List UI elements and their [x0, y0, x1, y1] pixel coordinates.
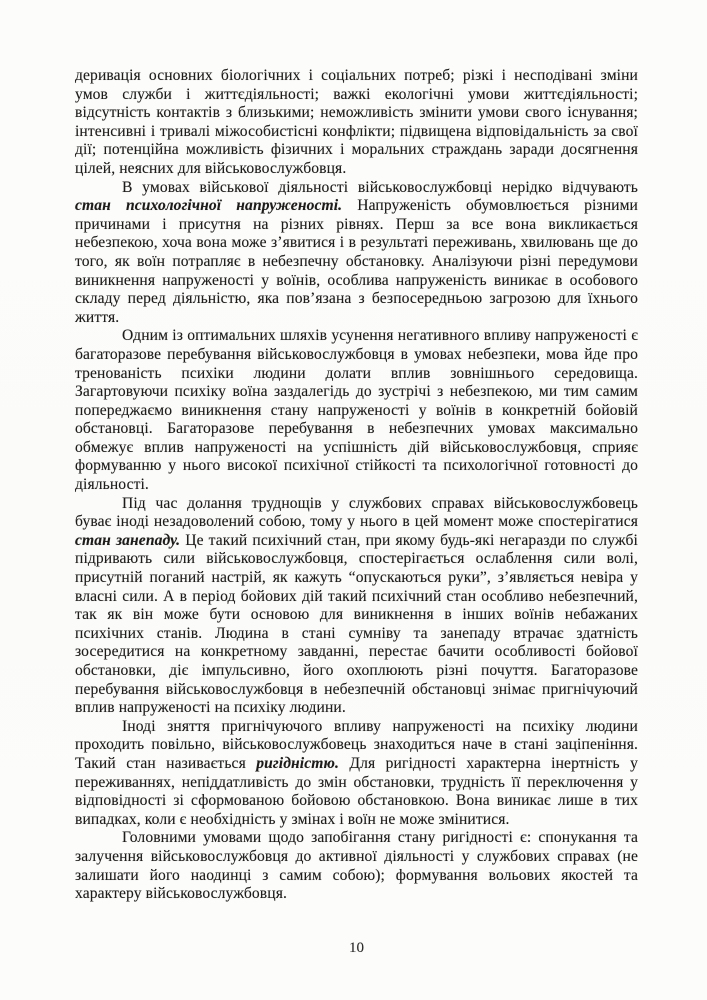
text-run: В умовах військової діяльності військовослужбовці нерідко відчувають	[122, 178, 638, 196]
text-run: Напруженість обумовлюється різними причинами і присутня на різних рівнях. Перш за все вона викликається небезпекою, хоча вона може з’явитися і в результаті переживань, хвилювань ще до того, як воїн потрапляє в небезпечну обстановку. Аналізуючи різні передумови виникнення напруженості у воїнів, особлива напруженість виникає в особового складу перед діяльністю, яка пов’язана з безпосередньою загрозою для їхнього життя.	[75, 197, 638, 326]
paragraph	[75, 327, 638, 494]
page-number: 10	[349, 940, 364, 956]
text-run: Одним із оптимальних шляхів усунення негативного впливу напруженості є багаторазове перебування військовослужбовця в умовах небезпеки, мова йде про тренованість психіки людини долати вплив зовнішнього середовища. Загартовуючи психіку воїна заздалегідь до зустрічі з небезпекою, ми тим самим попереджаємо виникнення стану напруженості у воїнів в конкретній бойовій обстановці. Багаторазове перебування в небезпечних умовах максимально обмежує вплив напруженості на успішність дій військовослужбовця, сприяє формуванню у нього високої психічної стійкості та психологічної готовності до діяльності.	[75, 327, 638, 494]
paragraph	[75, 67, 638, 179]
paragraph	[75, 179, 638, 328]
paragraph	[75, 829, 638, 903]
text-run: Головними умовами щодо запобігання стану ригідності є: спонукання та залучення військовослужбовця до активної діяльності у службових справах (не залишати його наодинці з самим собою); формування вольових якостей та характеру військовослужбовця.	[75, 829, 638, 903]
paragraph	[75, 718, 638, 830]
text-run: Іноді зняття пригнічуючого впливу напруженості на психіку людини проходить повільно, військовослужбовець знаходиться наче в стані заціпеніння. Такий стан називається	[75, 717, 638, 772]
text-run: Під час долання труднощів у службових справах військовослужбовець буває іноді незадоволений собою, тому у нього в цей момент може спостерігатися	[75, 494, 638, 531]
text-run: Це такий психічний стан, при якому будь-які негаразди по службі підривають сили військовослужбовця, спостерігається ослаблення сили волі, присутній поганий настрій, як кажуть “опускаються руки”, з’являється невіра у власні сили. А в період бойових дій такий психічний стан особливо небезпечний, так як він може бути основою для виникнення в інших воїнів небажаних психічних станів. Людина в стані сумніву та занепаду втрачає здатність зосередитися на конкретному завданні, перестає бачити особливості бойової обстановки, діє імпульсивно, його охоплюють різні почуття. Багаторазове перебування військовослужбовця в небезпечній обстановці знімає пригнічуючий вплив напруженості на психіку людини.	[75, 531, 638, 717]
text-column	[75, 67, 638, 904]
text-run: Для ригідності характерна інертність у переживаннях, непіддатливість до змін обстановки, трудність її переключення у відповідності зі сформованою бойовою обстановкою. Вона виникає лише в тих випадках, коли є необхідність у змінах і воїн не може змінитися.	[75, 754, 638, 828]
paragraph	[75, 495, 638, 718]
emphasis-term: стан занепаду.	[75, 531, 181, 549]
emphasis-term: стан психологічної напруженості.	[75, 197, 343, 215]
text-run: деривація основних біологічних і соціальних потреб; різкі і несподівані зміни умов служби і життєдіяльності; важкі екологічні умови життєдіяльності; відсутність контактів з близькими; неможливість змінити умови свого існування; інтенсивні і тривалі міжособистісні конфлікти; підвищена відповідальність за свої дії; потенційна можливість фізичних і моральних страждань заради досягнення цілей, неясних для військовослужбовця.	[75, 67, 638, 177]
emphasis-term: ригідністю.	[256, 754, 339, 772]
